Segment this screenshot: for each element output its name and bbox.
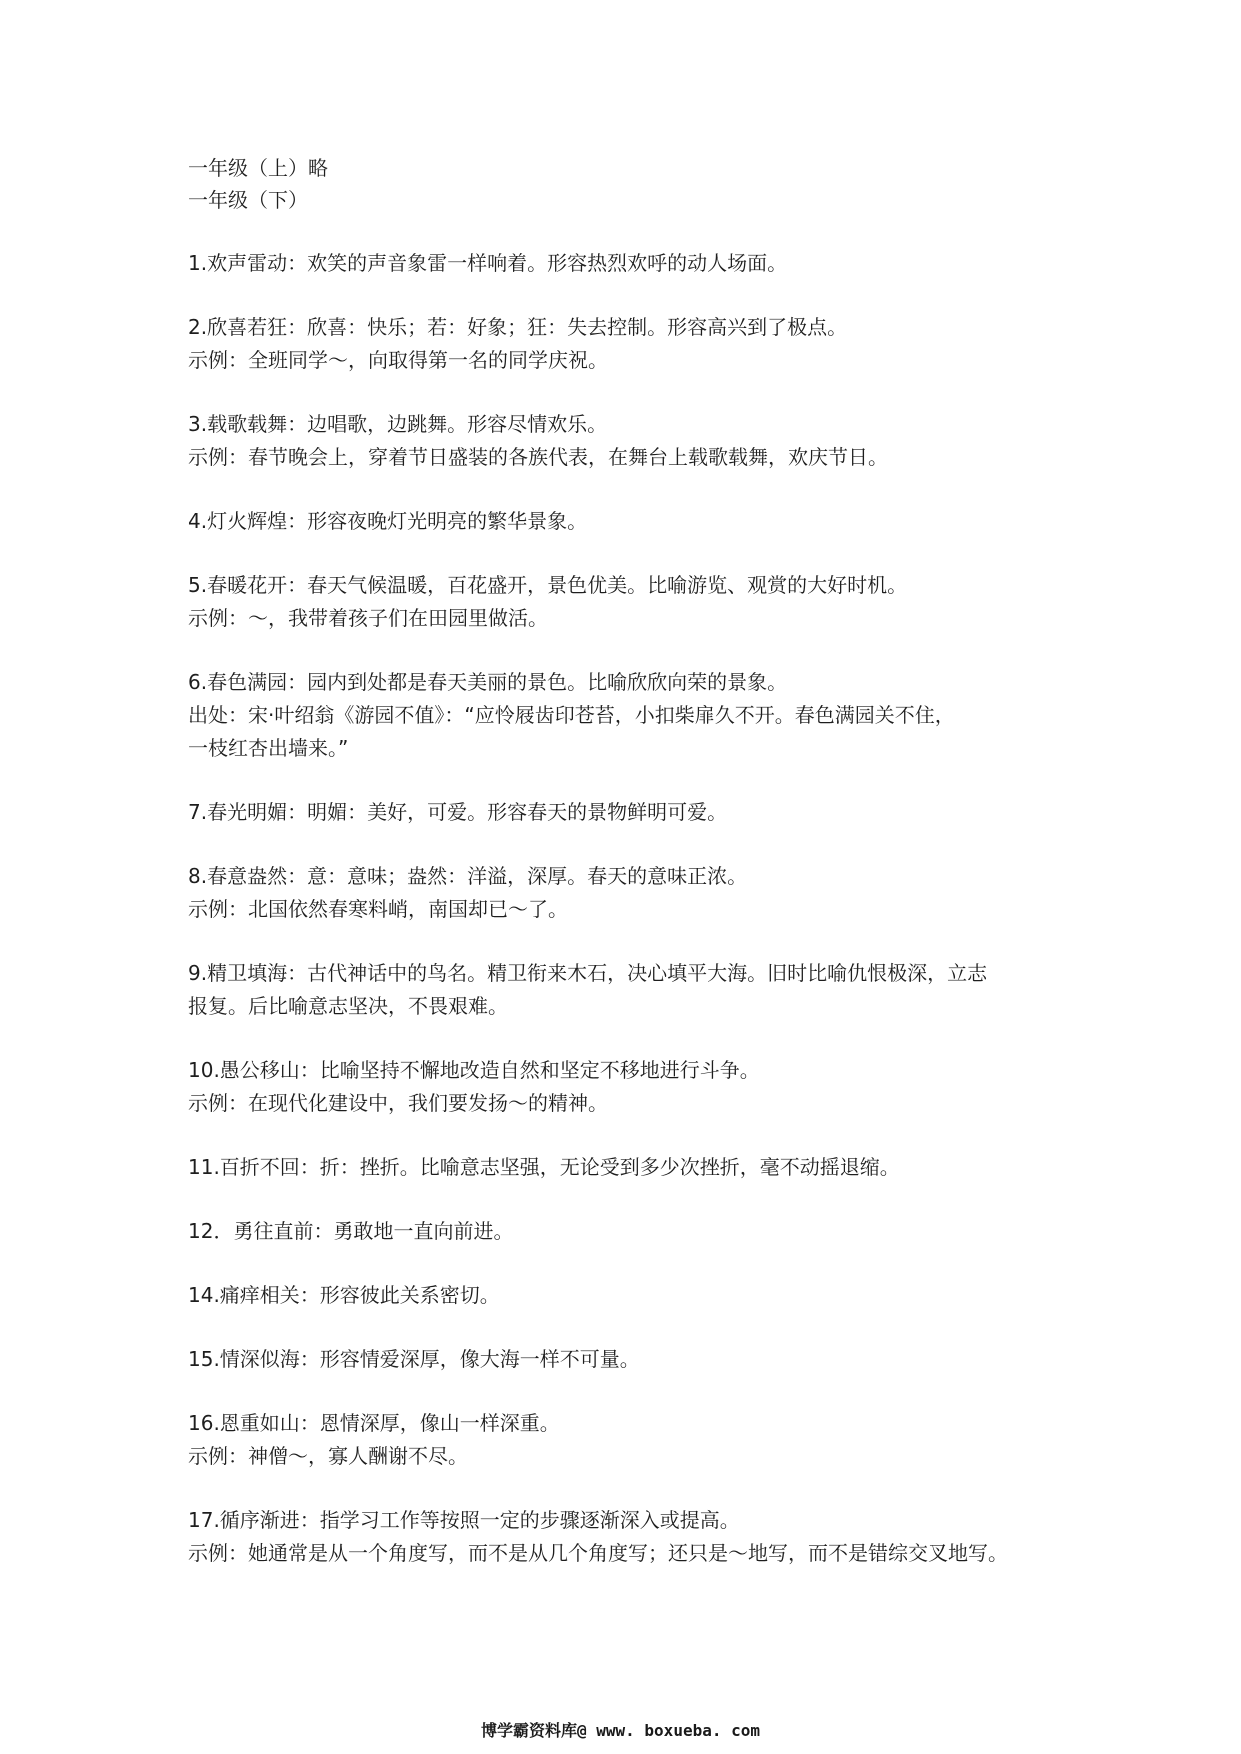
spacer bbox=[188, 1473, 1088, 1504]
idiom-entry bbox=[188, 1151, 1088, 1184]
spacer bbox=[188, 635, 1088, 666]
spacer bbox=[188, 280, 1088, 311]
idiom-note: 一枝红杏出墙来。” bbox=[188, 736, 349, 760]
idiom-entry bbox=[188, 569, 1088, 635]
idiom-entry bbox=[188, 1279, 1088, 1312]
spacer bbox=[188, 1120, 1088, 1151]
spacer bbox=[188, 829, 1088, 860]
idiom-definition: 5.春暖花开：春天气候温暖，百花盛开，景色优美。比喻游览、观赏的大好时机。 bbox=[188, 573, 908, 597]
spacer bbox=[188, 377, 1088, 408]
idiom-entry bbox=[188, 1215, 1088, 1248]
idiom-list bbox=[188, 247, 1088, 1570]
idiom-definition: 6.春色满园：园内到处都是春天美丽的景色。比喻欣欣向荣的景象。 bbox=[188, 670, 788, 694]
idiom-definition: 9.精卫填海：古代神话中的鸟名。精卫衔来木石，决心填平大海。旧时比喻仇恨极深，立志 bbox=[188, 961, 988, 985]
spacer bbox=[188, 1312, 1088, 1343]
idiom-entry bbox=[188, 860, 1088, 926]
idiom-note: 示例：她通常是从一个角度写，而不是从几个角度写；还只是～地写，而不是错综交叉地写。 bbox=[188, 1541, 1008, 1565]
idiom-note: 示例：全班同学～，向取得第一名的同学庆祝。 bbox=[188, 348, 608, 372]
idiom-definition: 15.情深似海：形容情爱深厚，像大海一样不可量。 bbox=[188, 1347, 640, 1371]
idiom-entry bbox=[188, 1504, 1088, 1570]
idiom-definition: 1.欢声雷动：欢笑的声音象雷一样响着。形容热烈欢呼的动人场面。 bbox=[188, 251, 788, 275]
idiom-definition: 10.愚公移山：比喻坚持不懈地改造自然和坚定不移地进行斗争。 bbox=[188, 1058, 760, 1082]
idiom-note: 示例：～，我带着孩子们在田园里做活。 bbox=[188, 606, 548, 630]
spacer bbox=[188, 216, 1088, 247]
document-body bbox=[188, 152, 1088, 1570]
spacer bbox=[188, 1184, 1088, 1215]
spacer bbox=[188, 1248, 1088, 1279]
idiom-note: 示例：在现代化建设中，我们要发扬～的精神。 bbox=[188, 1091, 608, 1115]
idiom-note: 示例：春节晚会上，穿着节日盛装的各族代表，在舞台上载歌载舞，欢庆节日。 bbox=[188, 445, 888, 469]
spacer bbox=[188, 474, 1088, 505]
idiom-definition: 7.春光明媚：明媚：美好，可爱。形容春天的景物鲜明可爱。 bbox=[188, 800, 728, 824]
idiom-entry bbox=[188, 311, 1088, 377]
idiom-entry bbox=[188, 1343, 1088, 1376]
idiom-entry bbox=[188, 666, 1088, 765]
idiom-note: 报复。后比喻意志坚决，不畏艰难。 bbox=[188, 994, 508, 1018]
idiom-entry bbox=[188, 796, 1088, 829]
idiom-note: 示例：神僧～，寡人酬谢不尽。 bbox=[188, 1444, 468, 1468]
idiom-definition: 2.欣喜若狂：欣喜：快乐；若：好象；狂：失去控制。形容高兴到了极点。 bbox=[188, 315, 848, 339]
idiom-definition: 3.载歌载舞：边唱歌，边跳舞。形容尽情欢乐。 bbox=[188, 412, 608, 436]
grade-heading-1b: 一年级（下） bbox=[188, 188, 308, 212]
idiom-note: 示例：北国依然春寒料峭，南国却已～了。 bbox=[188, 897, 568, 921]
idiom-entry bbox=[188, 957, 1088, 1023]
idiom-entry bbox=[188, 505, 1088, 538]
spacer bbox=[188, 765, 1088, 796]
spacer bbox=[188, 926, 1088, 957]
idiom-definition: 11.百折不回：折：挫折。比喻意志坚强，无论受到多少次挫折，毫不动摇退缩。 bbox=[188, 1155, 900, 1179]
spacer bbox=[188, 1376, 1088, 1407]
idiom-entry bbox=[188, 1054, 1088, 1120]
idiom-definition: 14.痛痒相关：形容彼此关系密切。 bbox=[188, 1283, 500, 1307]
idiom-definition: 16.恩重如山：恩情深厚，像山一样深重。 bbox=[188, 1411, 560, 1435]
idiom-definition: 8.春意盎然：意：意味；盎然：洋溢，深厚。春天的意味正浓。 bbox=[188, 864, 748, 888]
grade-heading-1a: 一年级（上）略 bbox=[188, 156, 328, 180]
watermark-footer: 博学霸资料库@ www. boxueba. com bbox=[480, 1721, 761, 1740]
idiom-entry bbox=[188, 408, 1088, 474]
idiom-entry bbox=[188, 247, 1088, 280]
spacer bbox=[188, 538, 1088, 569]
idiom-note: 出处：宋·叶绍翁《游园不值》：“应怜屐齿印苍苔，小扣柴扉久不开。春色满园关不住， bbox=[188, 703, 955, 727]
idiom-definition: 17.循序渐进：指学习工作等按照一定的步骤逐渐深入或提高。 bbox=[188, 1508, 740, 1532]
idiom-definition: 12．勇往直前：勇敢地一直向前进。 bbox=[188, 1219, 514, 1243]
idiom-definition: 4.灯火辉煌：形容夜晚灯光明亮的繁华景象。 bbox=[188, 509, 588, 533]
spacer bbox=[188, 1023, 1088, 1054]
idiom-entry bbox=[188, 1407, 1088, 1473]
